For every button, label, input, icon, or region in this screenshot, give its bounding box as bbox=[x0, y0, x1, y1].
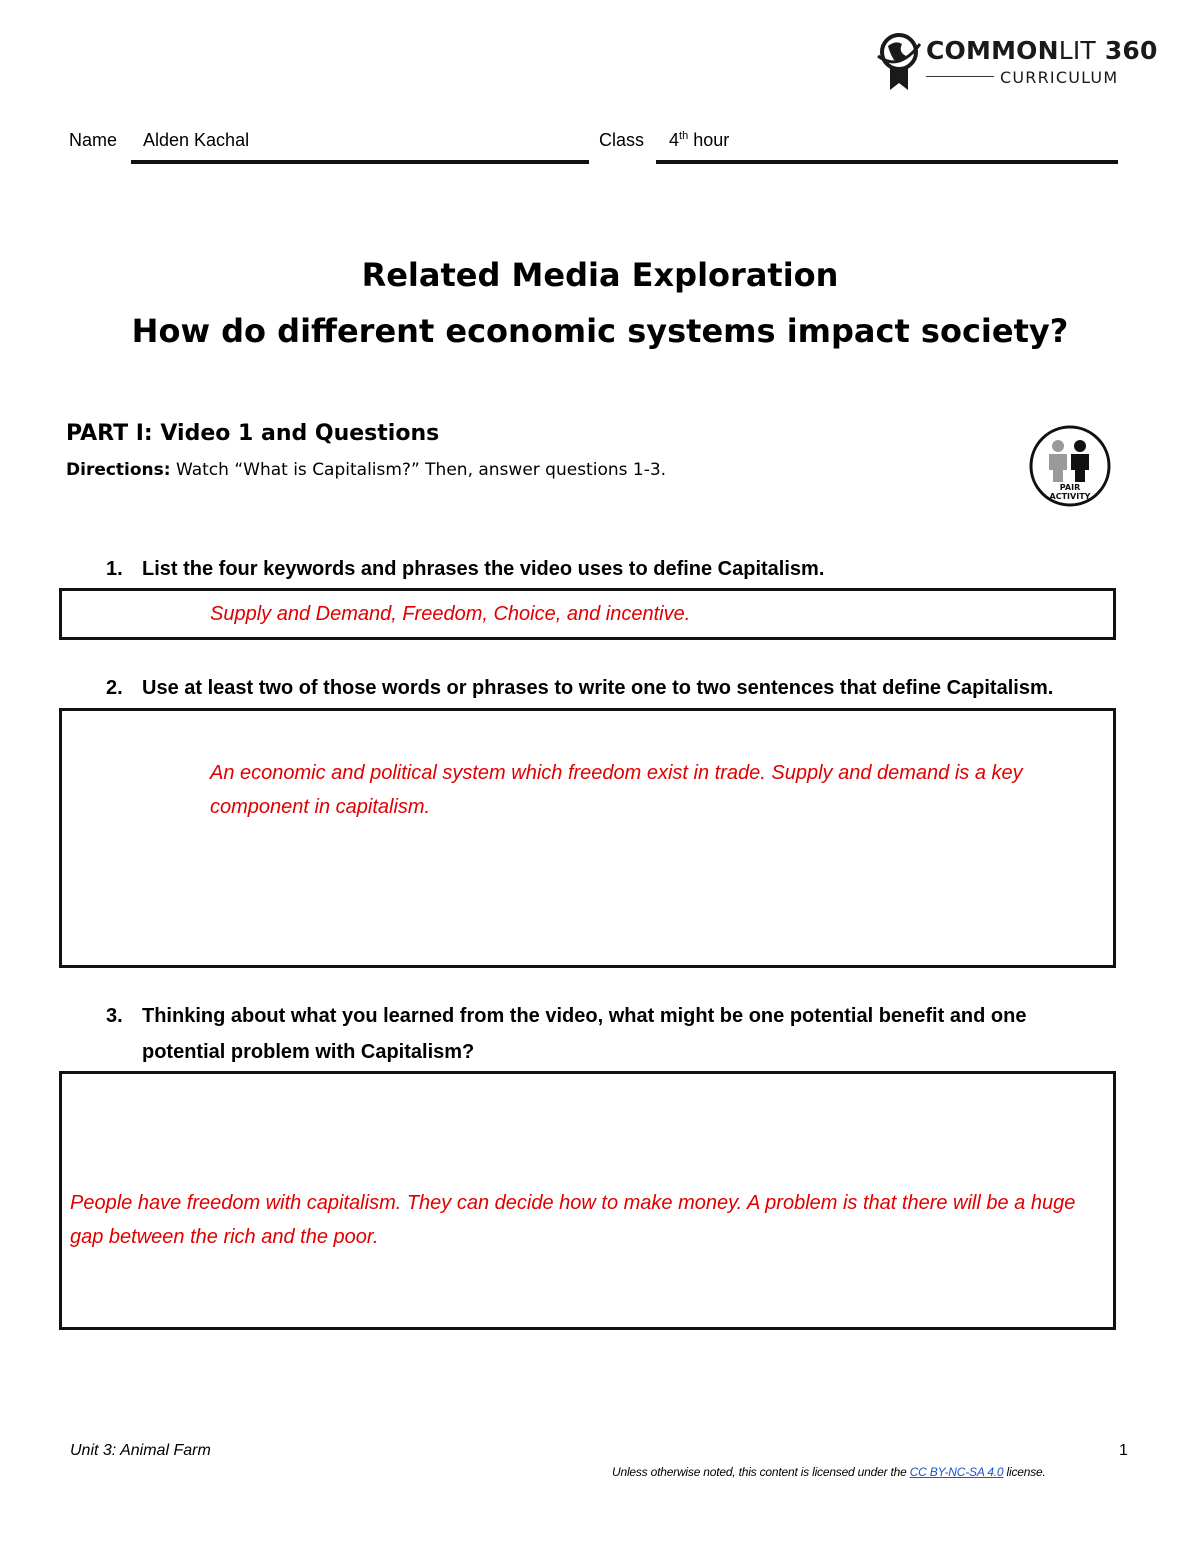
page-title: Related Media Exploration bbox=[361, 256, 839, 294]
question-number: 2. bbox=[106, 677, 123, 699]
badge-line1: PAIR bbox=[1059, 483, 1081, 492]
logo-brand-bold: COMMON bbox=[926, 36, 1059, 65]
badge-line2: ACTIVITY bbox=[1049, 492, 1091, 501]
license-link[interactable]: CC BY-NC-SA 4.0 bbox=[909, 1465, 1004, 1479]
answer-text: An economic and political system which freedom exist in trade. Supply and demand is a key component in capitalism. bbox=[210, 762, 1023, 818]
question-text: Thinking about what you learned from the video, what might be one potential benefit and one potential problem with Capitalism? bbox=[142, 1005, 1027, 1063]
answer-text: People have freedom with capitalism. They can decide how to make money. A problem is that there will be a huge gap between the rich and the poor. bbox=[70, 1192, 1076, 1248]
footer-unit: Unit 3: Animal Farm bbox=[70, 1442, 211, 1459]
logo-rule bbox=[926, 76, 994, 77]
directions-label: Directions: bbox=[66, 460, 171, 480]
page-subtitle: How do different economic systems impact society? bbox=[131, 312, 1069, 350]
class-field[interactable] bbox=[669, 130, 729, 151]
class-label: Class bbox=[599, 130, 645, 150]
answer-box-3[interactable] bbox=[59, 1071, 1116, 1330]
name-underline bbox=[131, 160, 589, 164]
commonlit-logo bbox=[876, 30, 1158, 94]
logo-brand-light: LIT bbox=[1058, 36, 1096, 65]
logo-subtitle: CURRICULUM bbox=[1000, 68, 1119, 87]
part-title: PART I: Video 1 and Questions bbox=[66, 421, 440, 446]
page-number: 1 bbox=[1119, 1442, 1128, 1459]
answer-box-1[interactable] bbox=[59, 588, 1116, 640]
name-field[interactable]: Alden Kachal bbox=[143, 130, 250, 150]
question-number: 1. bbox=[106, 558, 123, 580]
globe-ribbon-icon bbox=[876, 30, 922, 92]
directions-text: Watch “What is Capitalism?” Then, answer questions 1-3. bbox=[170, 460, 667, 480]
pair-activity-icon bbox=[1028, 424, 1112, 508]
license-prefix: Unless otherwise noted, this content is licensed under the bbox=[612, 1465, 910, 1479]
question-text: Use at least two of those words or phrases to write one to two sentences that define Capitalism. bbox=[142, 677, 1054, 699]
logo-brand-number: 360 bbox=[1104, 36, 1158, 65]
class-sup: th bbox=[679, 130, 689, 142]
answer-box-2[interactable] bbox=[59, 708, 1116, 968]
question-text: List the four keywords and phrases the video uses to define Capitalism. bbox=[142, 558, 825, 580]
class-underline bbox=[656, 160, 1118, 164]
pair-activity-badge bbox=[1028, 424, 1112, 508]
class-number: 4 bbox=[669, 130, 680, 150]
license-suffix: license. bbox=[1003, 1465, 1046, 1479]
name-label: Name bbox=[69, 130, 118, 150]
answer-text: Supply and Demand, Freedom, Choice, and incentive. bbox=[210, 603, 691, 625]
footer-license bbox=[612, 1465, 1046, 1479]
directions bbox=[66, 460, 666, 480]
question-number: 3. bbox=[106, 1005, 123, 1027]
class-rest: hour bbox=[688, 130, 730, 150]
